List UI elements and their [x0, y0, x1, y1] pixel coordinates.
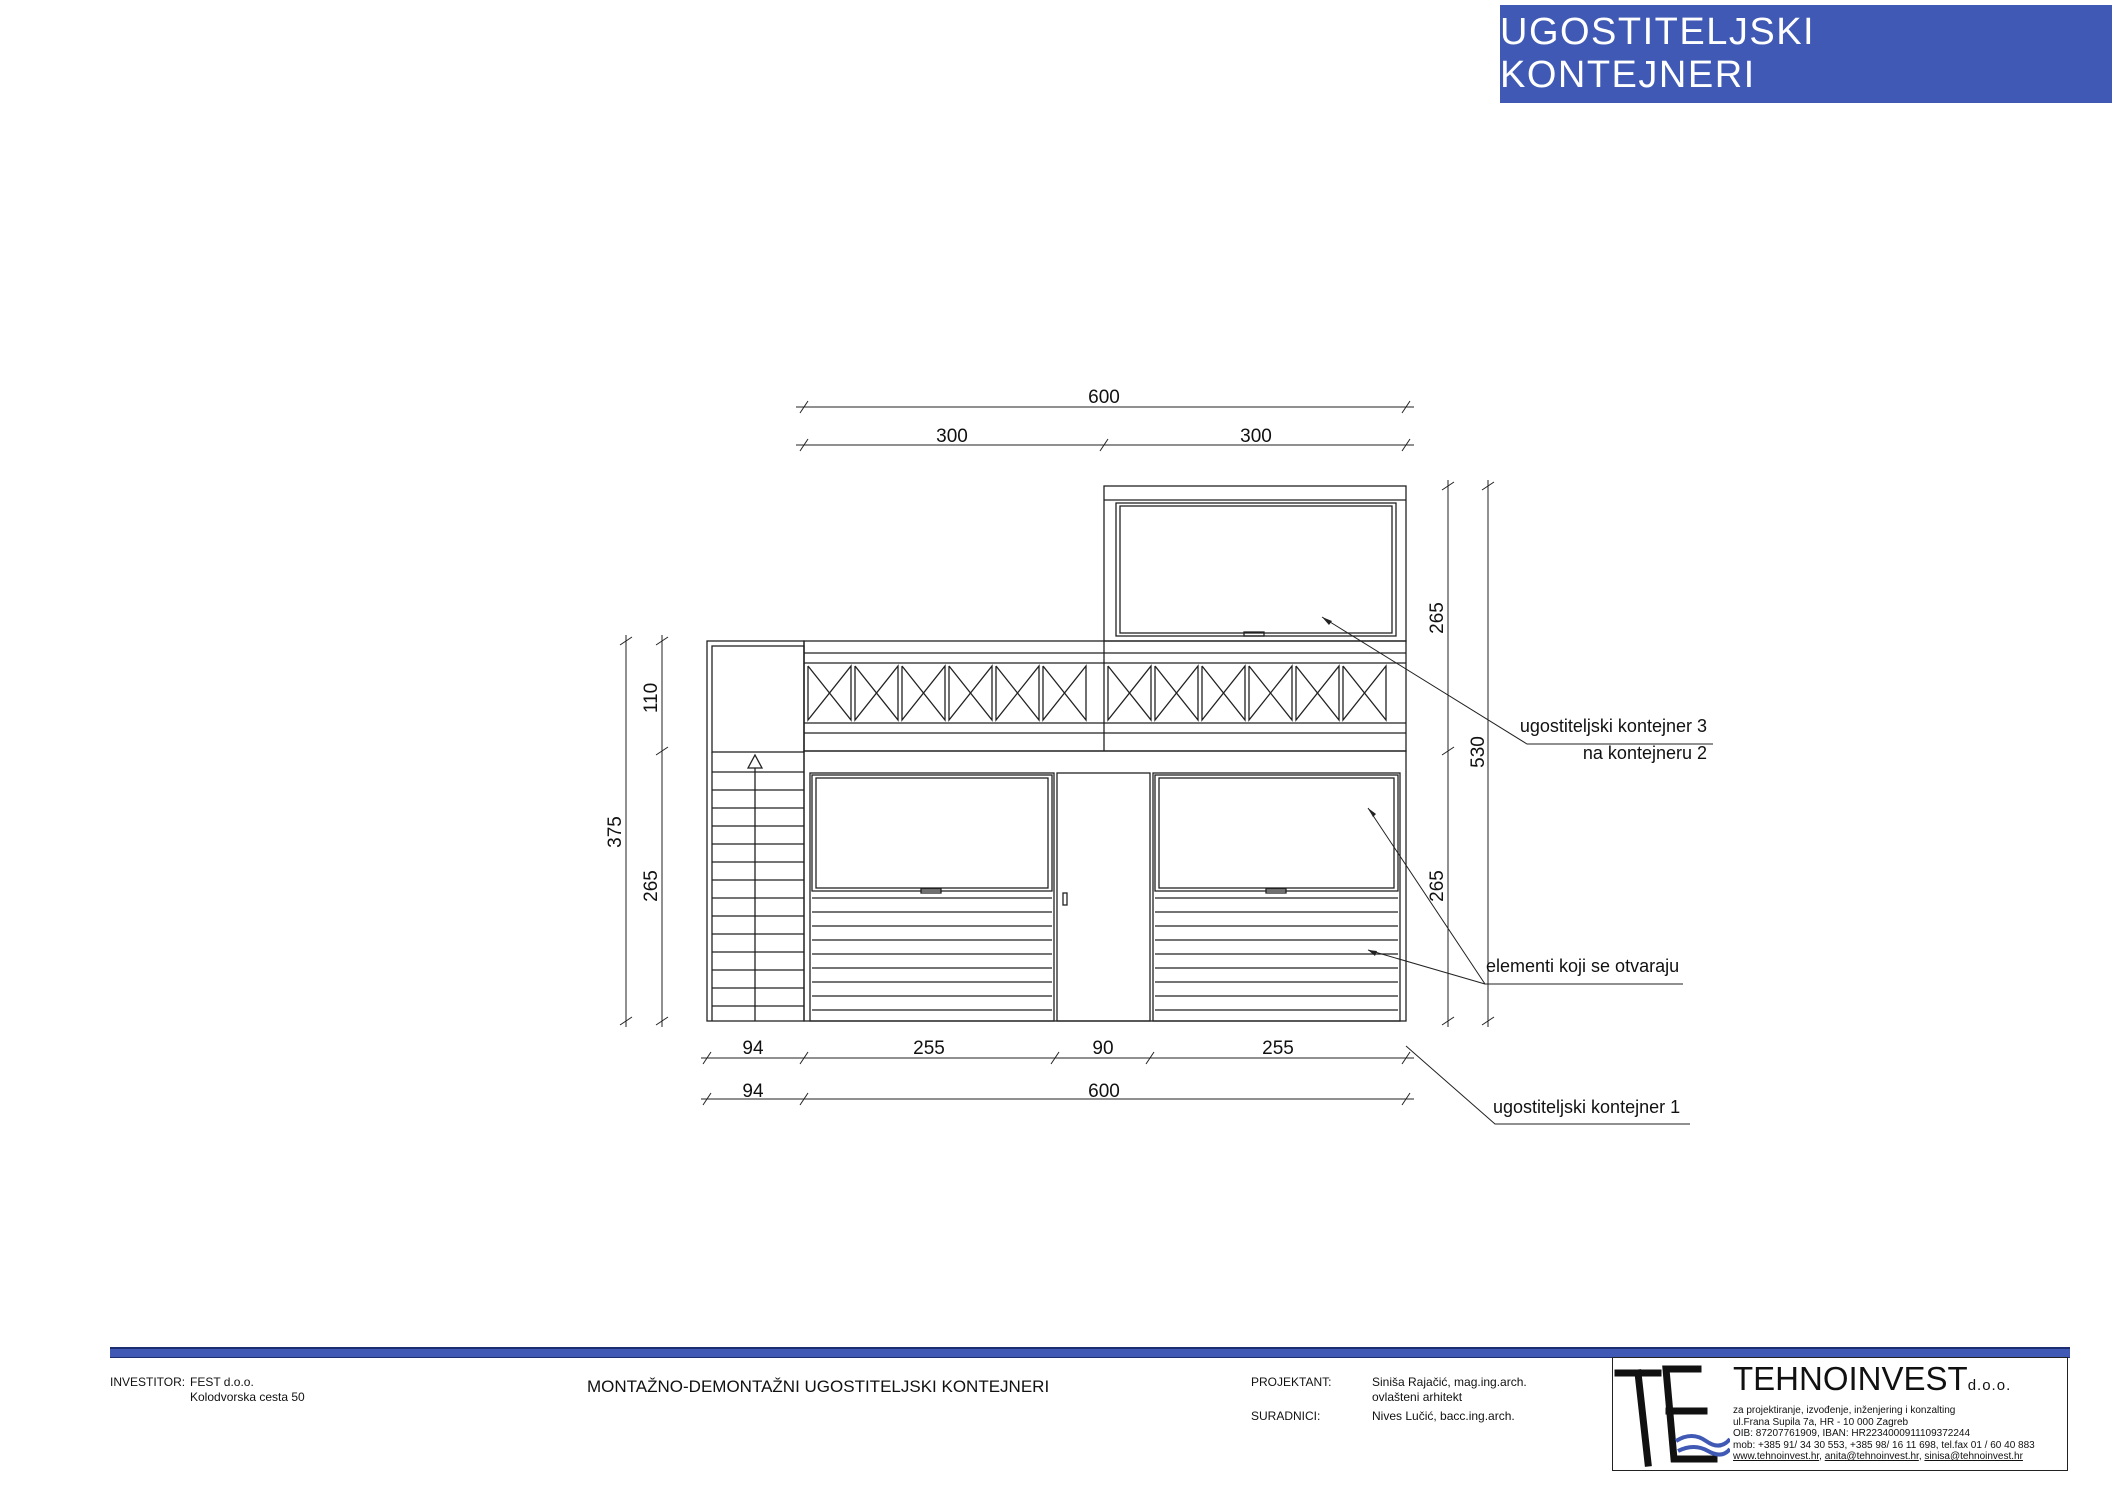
company-name: [1733, 1360, 2011, 1398]
dim-bottom2-total: 600: [1088, 1081, 1120, 1102]
dim-bottom-seg2: 255: [1262, 1038, 1294, 1059]
container-1: [804, 751, 1406, 1021]
company-logo: [1614, 1359, 1730, 1469]
company-name-text: TEHNOINVEST: [1733, 1360, 1968, 1397]
stair-direction-arrow: [748, 755, 762, 768]
company-email2-link[interactable]: sinisa@tehnoinvest.hr: [1924, 1451, 2023, 1463]
dim-top-total: 600: [1088, 387, 1120, 408]
collab-name: Nives Lučić, bacc.ing.arch.: [1372, 1409, 1515, 1423]
dim-right-lower: 265: [1427, 870, 1448, 902]
company-line1: za projektiranje, izvođenje, inženjering i konzalting: [1733, 1405, 1956, 1416]
collab-label: SURADNICI:: [1251, 1409, 1321, 1423]
dim-bottom-door: 90: [1092, 1038, 1114, 1059]
dim-left-lower: 265: [641, 870, 662, 902]
dim-bottom-stair: 94: [742, 1038, 764, 1059]
designer-role: ovlašteni arhitekt: [1372, 1390, 1463, 1404]
company-email1-link[interactable]: anita@tehnoinvest.hr: [1824, 1451, 1919, 1463]
dim-left-total: 375: [605, 816, 626, 848]
investor-label: INVESTITOR:: [110, 1375, 186, 1389]
project-title: MONTAŽNO-DEMONTAŽNI UGOSTITELJSKI KONTEJNERI: [587, 1377, 1050, 1396]
left-window-panel: [810, 773, 1054, 1021]
door-handle: [1063, 893, 1067, 905]
investor-name: FEST d.o.o.: [190, 1375, 254, 1389]
dim-top-left: 300: [936, 426, 968, 447]
company-links: www.tehnoinvest.hr, anita@tehnoinvest.hr, sinisa@tehnoinvest.hr: [1733, 1451, 2023, 1463]
dim-left-upper: 110: [641, 682, 662, 714]
company-web-link[interactable]: www.tehnoinvest.hr: [1733, 1451, 1820, 1463]
banner-title: UGOSTITELJSKI KONTEJNERI: [1500, 11, 1816, 96]
entry-door: [1057, 773, 1150, 1021]
left-counter-slats: [812, 898, 1052, 1010]
container-3: [1104, 486, 1406, 641]
investor-address: Kolodvorska cesta 50: [190, 1390, 305, 1404]
callout-opening: elementi koji se otvaraju: [1486, 956, 1680, 976]
callout-container3-line2: na kontejneru 2: [1582, 743, 1707, 763]
dim-bottom2-stair: 94: [742, 1081, 764, 1102]
dim-right-total: 530: [1468, 736, 1489, 768]
company-line2: ul.Frana Supila 7a, HR - 10 000 Zagreb: [1733, 1416, 1909, 1428]
company-info: [1733, 1405, 2035, 1463]
leader-lines: [1322, 617, 1713, 1124]
dim-bottom-seg1: 255: [913, 1038, 945, 1059]
designer-label: PROJEKTANT:: [1251, 1375, 1332, 1389]
designer-name: Siniša Rajačić, mag.ing.arch.: [1372, 1375, 1527, 1389]
window-handle: [1244, 632, 1264, 636]
dim-top-right: 300: [1240, 426, 1272, 447]
container-3-window: [1116, 503, 1396, 636]
company-suffix: d.o.o.: [1967, 1377, 2012, 1394]
callout-container3-line1: ugostiteljski kontejner 3: [1519, 716, 1707, 736]
dim-right-upper: 265: [1427, 602, 1448, 634]
company-line4: mob: +385 91/ 34 30 553, +385 98/ 16 11 698, tel.fax 01 / 60 40 883: [1733, 1439, 2035, 1451]
railing-x-pattern: [808, 666, 1386, 720]
right-counter-slats: [1155, 898, 1398, 1010]
stair-treads: [712, 772, 804, 1006]
right-window-panel: [1153, 773, 1400, 1021]
company-line3: OIB: 87207761909, IBAN: HR2234000911109372244: [1733, 1428, 1971, 1440]
callout-container1: ugostiteljski kontejner 1: [1493, 1097, 1681, 1117]
